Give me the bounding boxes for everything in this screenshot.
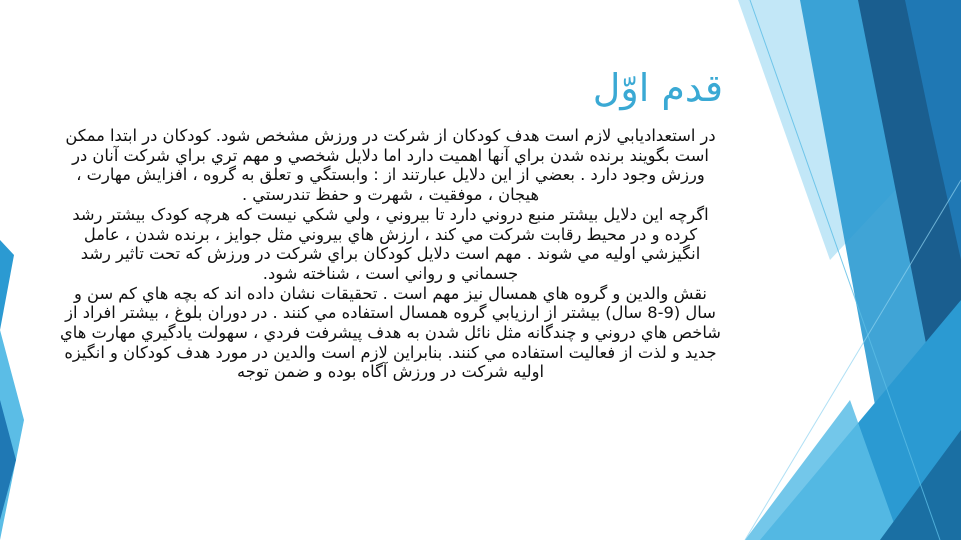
slide-title: قدم اوّل [592,66,723,110]
body-paragraph-2: اگرچه اين دلايل بيشتر منبع دروني دارد تا بيروني ، ولي شكي نيست كه هرچه كودک بيشتر رشد كرده و در محيط رقابت شركت مي كند ، ارزش هاي بيروني مثل جوايز ، برنده شدن ، عامل انگيزشي اوليه مي شوند . مهم است دلايل كودكان براي شركت در ورزش كه تحت تاثير رشد جسماني و رواني است ، شناخته شود. [72,204,709,283]
body-paragraph-1: در استعداديابي لازم است هدف كودكان از شركت در ورزش مشخص شود. كودكان در ابتدا ممكن است بگويند برنده شدن براي آنها اهميت دارد اما دلايل شخصي و مهم تري براي شركت آنان در ورزش وجود دارد . بعضي از اين دلايل عبارتند از : وابستگي و تعلق به گروه ، افزايش مهارت ، هيجان ، موفقيت ، شهرت و حفظ تندرستي . [65,126,716,205]
body-paragraph-3: نقش والدين و گروه هاي همسال نيز مهم است . تحقيقات نشان داده اند كه بچه هاي كم سن و سال (9-8 سال) بيشتر از ارزيابي گروه همسال استفاده مي كنند . در دوران بلوغ ، بيشتر افراد از شاخص هاي دروني و چندگانه مثل نائل شدن به هدف پيشرفت فردي ، سهولت يادگيري مهارت هاي جديد و لذت از فعاليت استفاده مي كنند. بنابراين لازم است والدين در مورد هدف كودكان و انگيزه اوليه شركت در ورزش آگاه بوده و ضمن توجه [60,283,721,382]
slide-body [58,126,723,382]
decor-left-sliver-top [0,240,14,330]
